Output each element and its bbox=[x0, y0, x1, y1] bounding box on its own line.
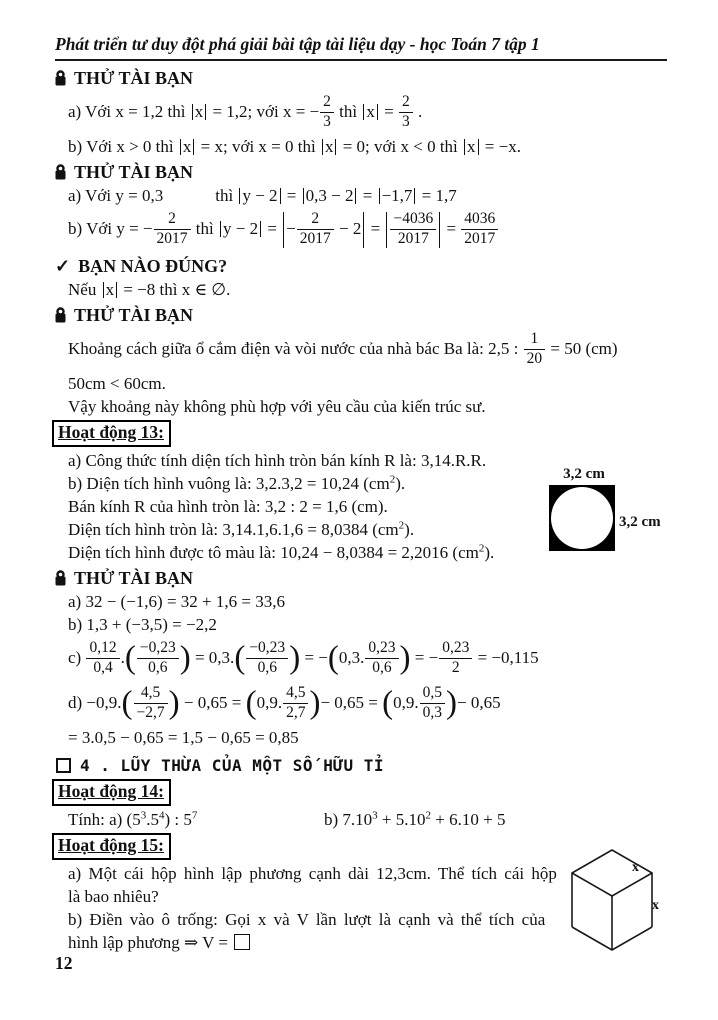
big-paren: ) bbox=[446, 685, 457, 722]
section-heading bbox=[55, 303, 680, 327]
section-heading bbox=[55, 160, 680, 184]
text-line bbox=[55, 278, 680, 301]
fraction bbox=[283, 685, 308, 721]
fraction bbox=[365, 640, 398, 676]
fraction-numerator: 0,12 bbox=[86, 640, 119, 659]
text-run: Nếu bbox=[68, 280, 101, 299]
text-run: = bbox=[366, 219, 385, 238]
activity-row bbox=[52, 779, 680, 805]
text-line bbox=[55, 90, 680, 135]
text-line bbox=[55, 135, 680, 158]
superscript: 2 bbox=[478, 542, 485, 555]
fraction bbox=[320, 94, 334, 130]
abs-value-bar bbox=[322, 139, 323, 155]
fraction-denominator: 20 bbox=[526, 349, 543, 367]
superscript: 7 bbox=[191, 809, 198, 822]
abs-value-bar bbox=[220, 221, 221, 237]
text-run: = bbox=[358, 186, 377, 205]
section-title: THỬ TÀI BẠN bbox=[74, 304, 194, 325]
big-paren: ) bbox=[168, 685, 180, 722]
text-run: + 6.10 + 5 bbox=[431, 810, 506, 829]
text-run: .5 bbox=[146, 810, 159, 829]
big-paren: ( bbox=[382, 685, 394, 722]
text-run: − 2 bbox=[334, 219, 362, 238]
fraction-numerator: −0,23 bbox=[246, 640, 288, 659]
fraction bbox=[399, 94, 413, 130]
section-heading bbox=[55, 254, 680, 278]
fraction-denominator: 0,3 bbox=[422, 703, 442, 721]
text-run: ). bbox=[484, 543, 495, 562]
text-line bbox=[55, 613, 680, 636]
text-run: = − bbox=[410, 648, 439, 667]
text-run: là bao nhiêu? bbox=[68, 887, 159, 906]
text-run: = 0; với x < 0 thì bbox=[338, 137, 463, 156]
abs-value-bar bbox=[116, 282, 117, 298]
text-run: ) : 5 bbox=[164, 810, 192, 829]
text-line bbox=[55, 372, 680, 395]
text-run: Bán kính R của hình tròn là: 3,2 : 2 = 1,6 (cm). bbox=[68, 497, 388, 516]
fraction-denominator: 2017 bbox=[299, 229, 331, 247]
fraction-denominator: 2017 bbox=[156, 229, 188, 247]
fraction bbox=[297, 211, 334, 247]
abs-value-bar bbox=[386, 212, 387, 248]
text-run: c) bbox=[68, 648, 86, 667]
text-run: 0,9. bbox=[393, 693, 419, 712]
fraction-numerator: 2 bbox=[297, 211, 334, 230]
text-run: . bbox=[413, 102, 423, 121]
fraction bbox=[86, 640, 119, 676]
column-left bbox=[68, 808, 324, 831]
text-run: b) 7.10 bbox=[324, 810, 373, 829]
text-run: = −x. bbox=[480, 137, 521, 156]
text-line bbox=[55, 327, 680, 372]
padlock-icon bbox=[55, 307, 66, 323]
text-run: x bbox=[366, 102, 375, 121]
abs-value-bar bbox=[260, 221, 261, 237]
text-run: Diện tích hình được tô màu là: 10,24 − 8,0384 = 2,2016 (cm bbox=[68, 543, 479, 562]
superscript: 4 bbox=[158, 809, 165, 822]
abs-value-bar bbox=[335, 139, 336, 155]
square-right-dimension-label: 3,2 cm bbox=[619, 514, 661, 530]
big-paren: ( bbox=[124, 640, 136, 677]
fraction-denominator: 3 bbox=[401, 112, 410, 130]
fraction-numerator: 4036 bbox=[461, 211, 498, 230]
fraction bbox=[154, 211, 191, 247]
shaded-square bbox=[549, 485, 615, 551]
text-run: = −0,115 bbox=[473, 648, 539, 667]
fraction-numerator: 0,5 bbox=[420, 685, 445, 704]
text-run: Vậy khoảng này không phù hợp với yêu cầu của kiến trúc sư. bbox=[68, 397, 486, 416]
figure-square-with-inscribed-circle bbox=[549, 466, 679, 551]
abs-value-bar bbox=[192, 104, 193, 120]
fraction-numerator: 0,23 bbox=[365, 640, 398, 659]
text-run: = 1,7 bbox=[417, 186, 457, 205]
text-line bbox=[55, 681, 680, 726]
text-run: a) 32 − (−1,6) = 32 + 1,6 = 33,6 bbox=[68, 592, 285, 611]
text-run: − bbox=[286, 219, 296, 238]
text-run: x bbox=[324, 137, 334, 156]
superscript: 2 bbox=[389, 473, 396, 486]
abs-value-bar bbox=[363, 104, 364, 120]
two-column-line bbox=[55, 808, 680, 831]
section-title: 4 . LŨY THỪA CỦA MỘT SỐ HỮU TỈ bbox=[80, 755, 384, 775]
text-run: = bbox=[263, 219, 282, 238]
fraction bbox=[134, 685, 168, 721]
text-run: = 1,2; với x = − bbox=[208, 102, 320, 121]
fraction-denominator: 0,6 bbox=[257, 658, 277, 676]
abs-value-bar bbox=[280, 188, 281, 204]
superscript: 3 bbox=[140, 809, 147, 822]
fraction-numerator: 4,5 bbox=[134, 685, 168, 704]
text-run: = bbox=[282, 186, 301, 205]
text-run: x bbox=[105, 280, 115, 299]
text-run: a) Công thức tính diện tích hình tròn bán kính R là: 3,14.R.R. bbox=[68, 451, 487, 470]
activity-label: Hoạt động 15: bbox=[52, 833, 171, 860]
fraction-numerator: 2 bbox=[320, 94, 334, 113]
text-run: a) Một cái hộp hình lập phương cạnh dài 12,3cm. Thể tích cái hộp bbox=[68, 864, 557, 883]
abs-value-bar bbox=[464, 139, 465, 155]
fraction-denominator: 2 bbox=[451, 658, 460, 676]
empty-box-glyph bbox=[234, 934, 250, 950]
text-run: + 5.10 bbox=[377, 810, 426, 829]
text-run: x bbox=[467, 137, 476, 156]
fraction-numerator: 2 bbox=[399, 94, 413, 113]
text-run: 0,3. bbox=[338, 648, 365, 667]
section-heading bbox=[55, 66, 680, 90]
section-title: BẠN NÀO ĐÚNG? bbox=[78, 255, 228, 276]
fraction-denominator: 0,4 bbox=[93, 658, 113, 676]
text-run: y − 2 bbox=[222, 219, 259, 238]
text-run: a) Với y = 0,3 bbox=[68, 186, 164, 205]
text-run: 0,9. bbox=[256, 693, 283, 712]
fraction-numerator: 1 bbox=[524, 331, 546, 350]
activity-label: Hoạt động 13: bbox=[52, 420, 171, 447]
text-run: = bbox=[442, 219, 461, 238]
abs-value-bar bbox=[180, 139, 181, 155]
checkmark-icon: ✓ bbox=[55, 256, 71, 276]
square-top-dimension-label: 3,2 cm bbox=[563, 466, 605, 482]
page-number: 12 bbox=[55, 953, 73, 973]
abs-value-bar bbox=[379, 188, 380, 204]
cube-edge-label-top: x bbox=[632, 860, 639, 875]
fraction bbox=[439, 640, 472, 676]
fraction-numerator: 4,5 bbox=[283, 685, 308, 704]
abs-value-bar bbox=[205, 104, 206, 120]
abs-value-bar bbox=[303, 188, 304, 204]
fraction-denominator: 0,6 bbox=[372, 658, 392, 676]
text-run: 0,3 − 2 bbox=[305, 186, 354, 205]
abs-value-bar bbox=[103, 282, 104, 298]
activity-row bbox=[52, 420, 680, 446]
fraction-numerator: −0,23 bbox=[137, 640, 179, 659]
text-run: −1,7 bbox=[381, 186, 413, 205]
text-run: ). bbox=[395, 474, 406, 493]
page-header bbox=[55, 34, 667, 61]
fraction-denominator: −2,7 bbox=[136, 703, 165, 721]
padlock-icon bbox=[55, 570, 66, 586]
text-run: b) 1,3 + (−3,5) = −2,2 bbox=[68, 615, 217, 634]
fraction-numerator: 2 bbox=[154, 211, 191, 230]
inscribed-circle bbox=[551, 487, 613, 549]
figure-cube bbox=[566, 846, 670, 956]
fraction bbox=[390, 211, 436, 247]
abs-value-bar bbox=[478, 139, 479, 155]
big-paren: ( bbox=[234, 640, 246, 677]
activity-label: Hoạt động 14: bbox=[52, 779, 171, 806]
big-paren: ( bbox=[121, 685, 133, 722]
text-run: = 0,3. bbox=[190, 648, 235, 667]
text-run: x bbox=[182, 137, 192, 156]
abs-value-bar bbox=[377, 104, 378, 120]
fraction bbox=[137, 640, 179, 676]
superscript: 2 bbox=[398, 519, 405, 532]
text-run: a) Với x = 1,2 thì bbox=[68, 102, 190, 121]
text-run: = −8 thì x ∈ ∅. bbox=[119, 280, 231, 299]
section-heading bbox=[55, 566, 680, 590]
fraction-numerator: 0,23 bbox=[439, 640, 472, 659]
fraction bbox=[246, 640, 288, 676]
big-paren: ) bbox=[399, 640, 411, 677]
fraction bbox=[461, 211, 498, 247]
text-run: b) Với x > 0 thì bbox=[68, 137, 178, 156]
fraction bbox=[420, 685, 445, 721]
text-run: = − bbox=[300, 648, 328, 667]
text-run: Diện tích hình tròn là: 3,14.1,6.1,6 = 8,0384 (cm bbox=[68, 520, 399, 539]
abs-value-bar bbox=[414, 188, 415, 204]
text-line bbox=[55, 590, 680, 613]
text-run: = 50 (cm) bbox=[546, 339, 618, 358]
abs-value-bar bbox=[283, 212, 284, 248]
superscript: 2 bbox=[425, 809, 432, 822]
text-line bbox=[55, 395, 680, 418]
text-run: = 3.0,5 − 0,65 = 1,5 − 0,65 = 0,85 bbox=[68, 728, 299, 747]
big-paren: ) bbox=[179, 640, 191, 677]
text-run: b) Với y = − bbox=[68, 219, 153, 238]
text-run: thì bbox=[215, 186, 238, 205]
text-run: = bbox=[379, 102, 398, 121]
abs-value-bar bbox=[355, 188, 356, 204]
text-run: d) −0,9. bbox=[68, 693, 122, 712]
fraction-denominator: 0,6 bbox=[148, 658, 168, 676]
text-run: − 0,65 = bbox=[179, 693, 246, 712]
padlock-icon bbox=[55, 164, 66, 180]
text-run: − 0,65 = bbox=[320, 693, 383, 712]
section-title: THỬ TÀI BẠN bbox=[74, 161, 194, 182]
text-run: y − 2 bbox=[242, 186, 278, 205]
text-run: ). bbox=[404, 520, 415, 539]
padlock-icon bbox=[55, 70, 66, 86]
text-run: Tính: a) (5 bbox=[68, 810, 141, 829]
text-run: b) Điền vào ô trống: Gọi x và V lần lượt là cạnh và thể tích của bbox=[68, 910, 546, 929]
fraction-denominator: 2,7 bbox=[286, 703, 306, 721]
section-title: THỬ TÀI BẠN bbox=[74, 567, 194, 588]
fraction-numerator: −4036 bbox=[390, 211, 436, 230]
text-line bbox=[55, 636, 680, 681]
abs-value-bar bbox=[239, 188, 240, 204]
text-run: thì bbox=[334, 102, 362, 121]
big-paren: ) bbox=[309, 685, 321, 722]
fraction-denominator: 3 bbox=[323, 112, 331, 130]
cube-edge-label-right: x bbox=[652, 898, 659, 913]
section-heading bbox=[55, 753, 680, 777]
big-paren: ) bbox=[289, 640, 301, 677]
abs-value-bar bbox=[439, 212, 440, 248]
big-paren: ( bbox=[245, 685, 257, 722]
text-run: 50cm < 60cm. bbox=[68, 374, 166, 393]
abs-value-bar bbox=[363, 212, 364, 248]
text-run: − 0,65 bbox=[457, 693, 501, 712]
text-run: . bbox=[120, 648, 125, 667]
column-right bbox=[324, 808, 505, 831]
superscript: 3 bbox=[372, 809, 378, 822]
text-line bbox=[55, 726, 680, 749]
text-run: hình lập phương ⇒ V = bbox=[68, 933, 233, 952]
cube-drawing bbox=[566, 846, 658, 954]
text-run: thì bbox=[191, 219, 218, 238]
fraction-denominator: 2017 bbox=[464, 229, 496, 247]
fraction bbox=[524, 331, 546, 367]
text-run: = x; với x = 0 thì bbox=[196, 137, 320, 156]
text-run: b) Diện tích hình vuông là: 3,2.3,2 = 10,24 (cm bbox=[68, 474, 390, 493]
abs-value-bar bbox=[193, 139, 194, 155]
text-line bbox=[55, 207, 680, 252]
header-title: Phát triển tư duy đột phá giải bài tập tài liệu dạy - học Toán 7 tập 1 bbox=[55, 34, 540, 54]
text-line bbox=[55, 184, 680, 207]
big-paren: ( bbox=[327, 640, 339, 677]
square-bullet-icon bbox=[56, 758, 71, 773]
fraction-denominator: 2017 bbox=[397, 229, 429, 247]
text-run: x bbox=[194, 102, 204, 121]
text-run: Khoảng cách giữa ổ cắm điện và vòi nước của nhà bác Ba là: 2,5 : bbox=[68, 339, 523, 358]
section-title: THỬ TÀI BẠN bbox=[74, 67, 194, 88]
